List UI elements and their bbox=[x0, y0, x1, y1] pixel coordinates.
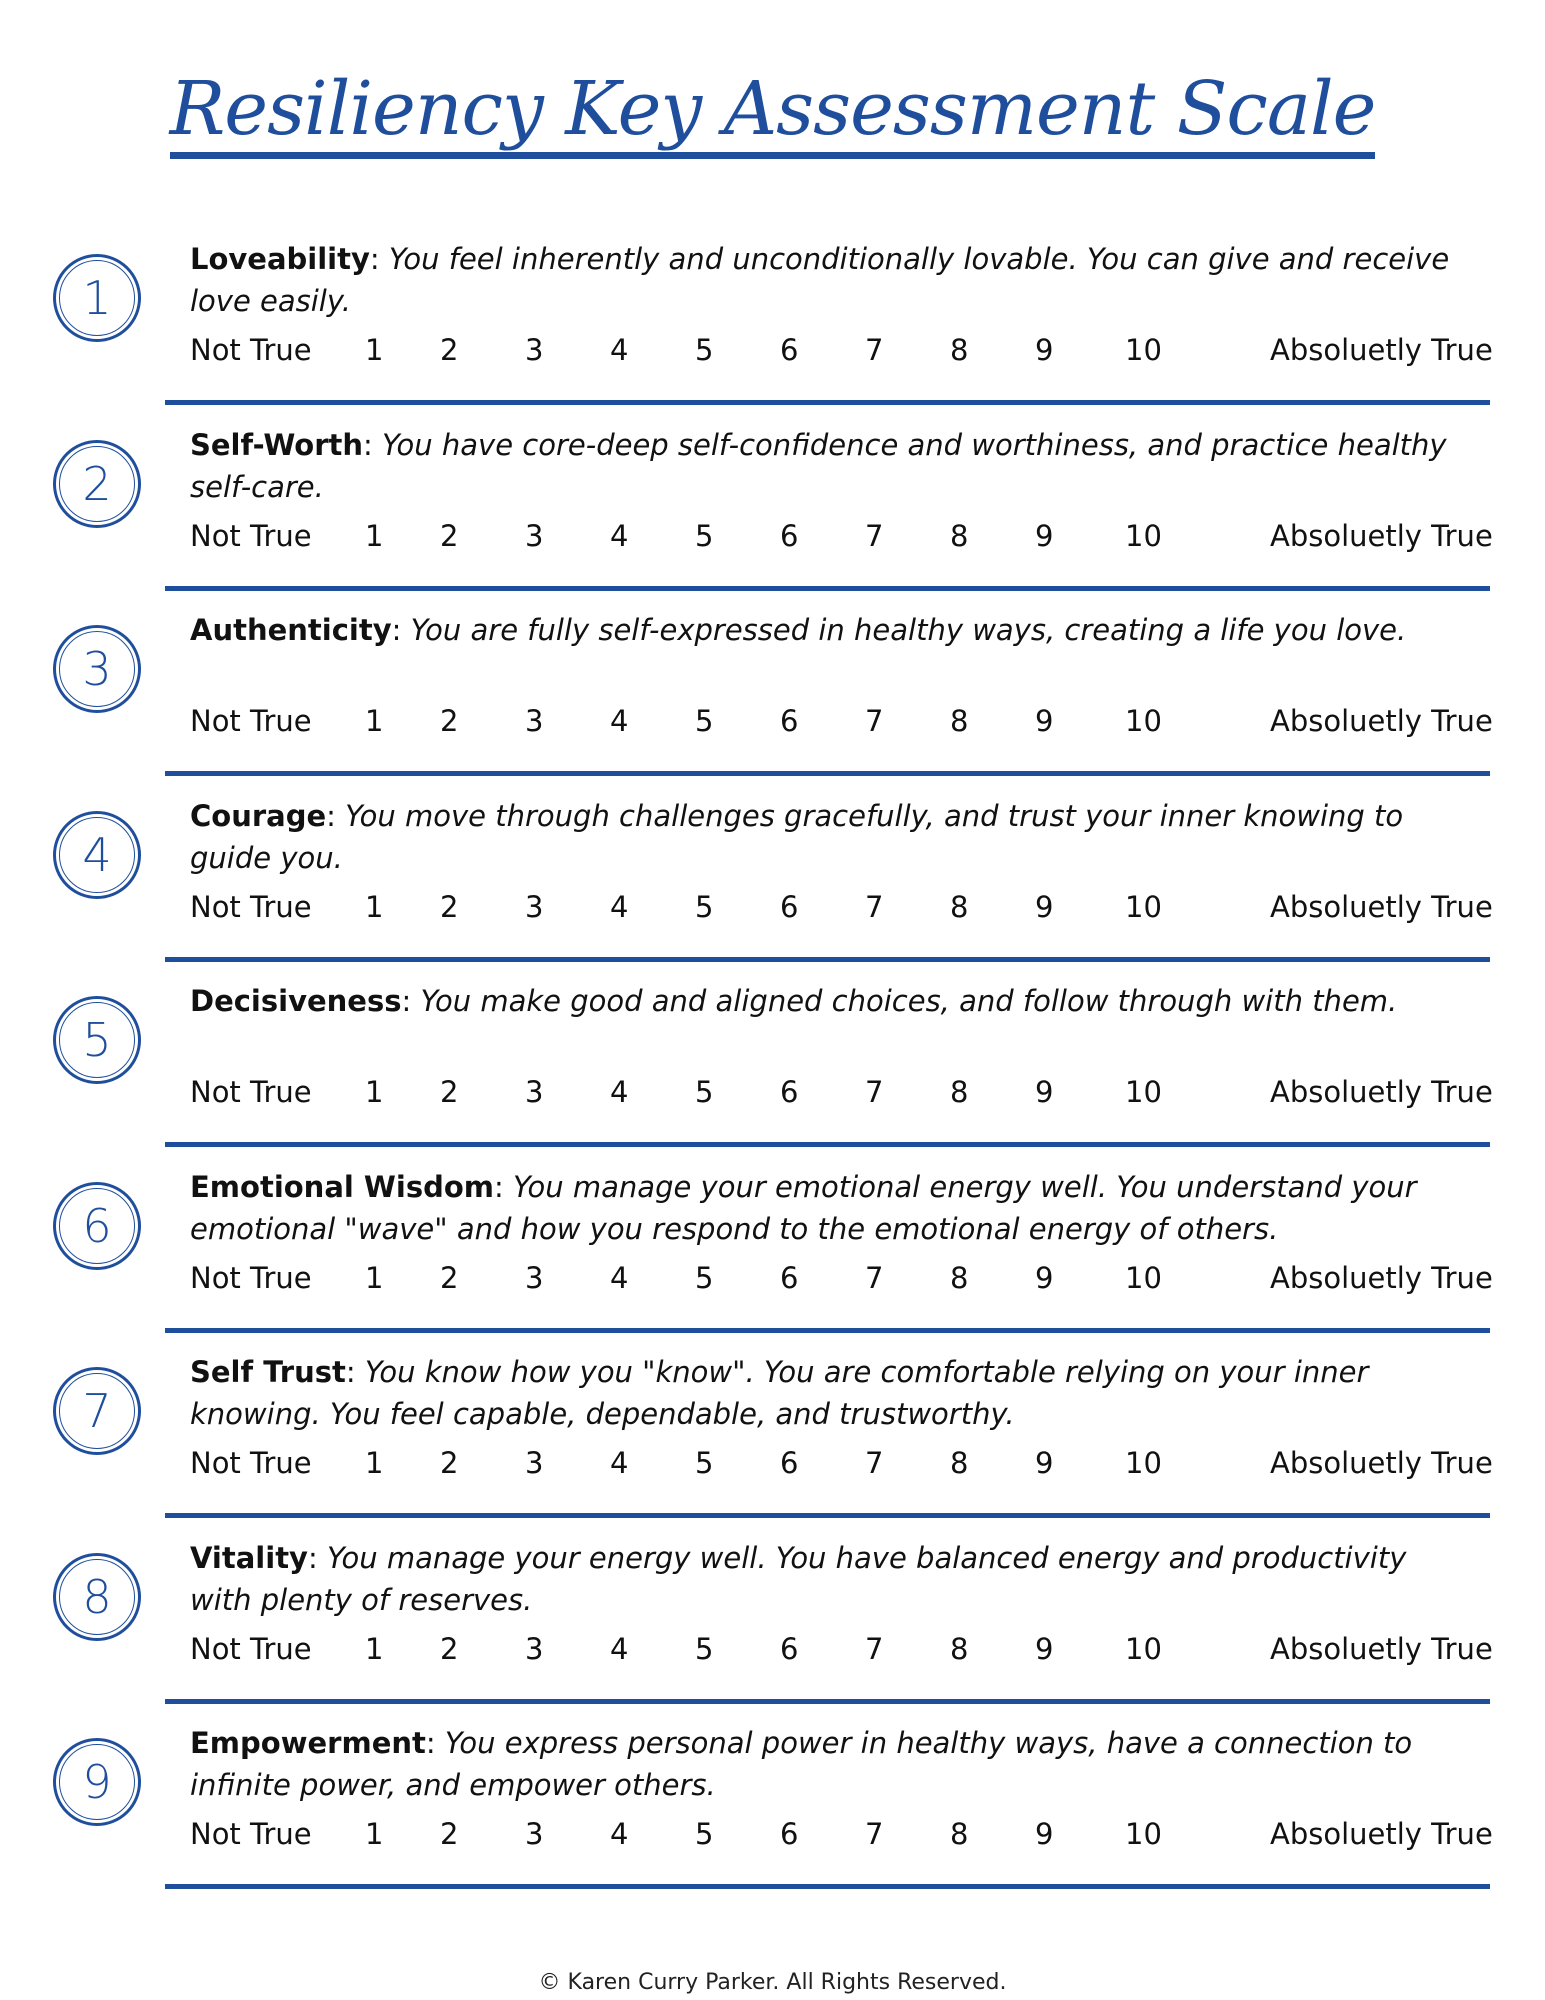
assessment-item bbox=[50, 1341, 1493, 1526]
scale-value-4[interactable]: 4 bbox=[610, 889, 629, 924]
scale-value-7[interactable]: 7 bbox=[865, 1446, 884, 1480]
item-description-block bbox=[190, 609, 1470, 651]
scale-value-2[interactable]: 2 bbox=[440, 889, 459, 924]
item-description-block bbox=[190, 795, 1470, 879]
scale-value-6[interactable]: 6 bbox=[780, 1817, 799, 1851]
item-number-badge bbox=[53, 625, 141, 713]
item-number: 6 bbox=[82, 1198, 112, 1253]
scale-value-7[interactable]: 7 bbox=[865, 1075, 884, 1109]
assessment-item bbox=[50, 1527, 1493, 1712]
scale-value-1[interactable]: 1 bbox=[365, 1446, 384, 1480]
item-number: 7 bbox=[82, 1384, 112, 1438]
item-number-badge bbox=[53, 1738, 141, 1826]
assessment-item bbox=[50, 785, 1493, 970]
item-title-separator: : bbox=[494, 1169, 504, 1204]
item-number-badge bbox=[53, 996, 141, 1084]
scale-value-1[interactable]: 1 bbox=[365, 518, 384, 553]
scale-value-5[interactable]: 5 bbox=[695, 1075, 714, 1109]
scale-value-5[interactable]: 5 bbox=[695, 1446, 714, 1480]
scale-value-10[interactable]: 10 bbox=[1125, 704, 1162, 738]
scale-value-2[interactable]: 2 bbox=[440, 1446, 459, 1480]
item-divider bbox=[165, 957, 1490, 962]
scale-value-8[interactable]: 8 bbox=[950, 518, 969, 553]
item-divider bbox=[165, 400, 1490, 405]
scale-low-label: Not True bbox=[190, 518, 312, 553]
rating-scale bbox=[190, 701, 1493, 741]
item-description-block bbox=[190, 980, 1470, 1022]
scale-value-2[interactable]: 2 bbox=[440, 1260, 459, 1295]
scale-value-5[interactable]: 5 bbox=[695, 333, 714, 367]
item-number-badge bbox=[53, 440, 141, 528]
scale-value-10[interactable]: 10 bbox=[1125, 889, 1162, 924]
scale-value-1[interactable]: 1 bbox=[365, 1075, 384, 1109]
item-number: 4 bbox=[82, 827, 112, 882]
scale-value-9[interactable]: 9 bbox=[1035, 518, 1054, 553]
scale-value-1[interactable]: 1 bbox=[365, 704, 384, 738]
item-divider bbox=[165, 1884, 1490, 1889]
item-description: You manage your energy well. You have balanced energy and productivity with plenty of reserves. bbox=[190, 1540, 1407, 1617]
item-title-separator: : bbox=[401, 984, 412, 1018]
scale-high-label: Absoluetly True bbox=[1270, 889, 1493, 924]
scale-value-10[interactable]: 10 bbox=[1125, 1631, 1162, 1666]
item-title-separator: : bbox=[326, 798, 336, 833]
scale-value-6[interactable]: 6 bbox=[780, 1631, 799, 1666]
scale-value-4[interactable]: 4 bbox=[610, 333, 629, 367]
rating-scale bbox=[190, 330, 1493, 370]
scale-value-9[interactable]: 9 bbox=[1035, 1446, 1054, 1480]
item-title: Authenticity bbox=[190, 613, 392, 647]
item-divider bbox=[165, 771, 1490, 776]
scale-value-8[interactable]: 8 bbox=[950, 889, 969, 924]
item-divider bbox=[165, 1328, 1490, 1333]
scale-value-9[interactable]: 9 bbox=[1035, 333, 1054, 367]
item-number-badge bbox=[53, 811, 141, 899]
scale-value-5[interactable]: 5 bbox=[695, 1631, 714, 1666]
scale-value-5[interactable]: 5 bbox=[695, 704, 714, 738]
item-title: Self Trust bbox=[190, 1355, 346, 1389]
scale-value-7[interactable]: 7 bbox=[865, 1817, 884, 1851]
item-title: Emotional Wisdom bbox=[190, 1169, 495, 1204]
scale-value-6[interactable]: 6 bbox=[780, 889, 799, 924]
item-title-separator: : bbox=[425, 1726, 436, 1760]
scale-value-4[interactable]: 4 bbox=[610, 1817, 629, 1851]
scale-value-9[interactable]: 9 bbox=[1035, 889, 1054, 924]
item-description: You know how you "know". You are comfortable relying on your inner knowing. You feel capable, dependable, and trustworthy. bbox=[190, 1355, 1369, 1431]
assessment-item bbox=[50, 970, 1493, 1155]
scale-high-label: Absoluetly True bbox=[1270, 1446, 1493, 1480]
item-description-block bbox=[190, 1166, 1470, 1250]
scale-value-5[interactable]: 5 bbox=[695, 1817, 714, 1851]
scale-value-1[interactable]: 1 bbox=[365, 1260, 384, 1295]
item-divider bbox=[165, 1513, 1490, 1518]
scale-value-1[interactable]: 1 bbox=[365, 333, 384, 367]
scale-value-7[interactable]: 7 bbox=[865, 704, 884, 738]
item-description-block bbox=[190, 1722, 1470, 1806]
item-title-separator: : bbox=[307, 1540, 318, 1575]
assessment-item bbox=[50, 414, 1493, 599]
item-number-badge bbox=[53, 1182, 141, 1270]
scale-value-7[interactable]: 7 bbox=[865, 1260, 884, 1295]
item-title-separator: : bbox=[391, 613, 402, 647]
scale-high-label: Absoluetly True bbox=[1270, 1631, 1493, 1666]
scale-value-10[interactable]: 10 bbox=[1125, 1817, 1162, 1851]
scale-value-10[interactable]: 10 bbox=[1125, 1446, 1162, 1480]
item-title: Loveability bbox=[190, 242, 370, 276]
scale-low-label: Not True bbox=[190, 889, 312, 924]
item-description: You make good and aligned choices, and follow through with them. bbox=[411, 984, 1398, 1018]
scale-low-label: Not True bbox=[190, 1817, 312, 1851]
rating-scale bbox=[190, 1443, 1493, 1483]
item-title-separator: : bbox=[345, 1355, 356, 1389]
scale-value-5[interactable]: 5 bbox=[695, 518, 714, 553]
scale-high-label: Absoluetly True bbox=[1270, 333, 1493, 367]
scale-value-9[interactable]: 9 bbox=[1035, 1075, 1054, 1109]
item-description: You have core-deep self-confidence and worthiness, and practice healthy self-care. bbox=[190, 427, 1447, 504]
scale-value-3[interactable]: 3 bbox=[525, 1631, 544, 1666]
scale-low-label: Not True bbox=[190, 1446, 312, 1480]
scale-value-7[interactable]: 7 bbox=[865, 1631, 884, 1666]
scale-value-2[interactable]: 2 bbox=[440, 704, 459, 738]
scale-value-7[interactable]: 7 bbox=[865, 333, 884, 367]
scale-value-2[interactable]: 2 bbox=[440, 333, 459, 367]
item-description-block bbox=[190, 1351, 1470, 1435]
title-block bbox=[0, 60, 1545, 180]
rating-scale bbox=[190, 887, 1493, 927]
item-title-separator: : bbox=[363, 427, 373, 462]
item-description: You move through challenges gracefully, and trust your inner knowing to guide you. bbox=[190, 798, 1404, 875]
scale-value-8[interactable]: 8 bbox=[950, 1817, 969, 1851]
assessment-item bbox=[50, 1156, 1493, 1341]
item-divider bbox=[165, 586, 1490, 591]
item-description: You are fully self-expressed in healthy ways, creating a life you love. bbox=[401, 613, 1407, 647]
scale-value-8[interactable]: 8 bbox=[950, 1446, 969, 1480]
scale-value-5[interactable]: 5 bbox=[695, 889, 714, 924]
scale-value-3[interactable]: 3 bbox=[525, 1075, 544, 1109]
item-number-badge bbox=[53, 1553, 141, 1641]
item-title: Vitality bbox=[190, 1540, 308, 1575]
rating-scale bbox=[190, 516, 1493, 556]
scale-low-label: Not True bbox=[190, 704, 312, 738]
scale-value-1[interactable]: 1 bbox=[365, 1631, 384, 1666]
scale-value-9[interactable]: 9 bbox=[1035, 1631, 1054, 1666]
scale-high-label: Absoluetly True bbox=[1270, 518, 1493, 553]
scale-value-8[interactable]: 8 bbox=[950, 1260, 969, 1295]
scale-value-10[interactable]: 10 bbox=[1125, 1260, 1162, 1295]
scale-value-7[interactable]: 7 bbox=[865, 518, 884, 553]
scale-value-9[interactable]: 9 bbox=[1035, 1817, 1054, 1851]
scale-value-9[interactable]: 9 bbox=[1035, 704, 1054, 738]
item-description-block bbox=[190, 424, 1470, 508]
item-description: You express personal power in healthy ways, have a connection to infinite power, and empower others. bbox=[190, 1726, 1413, 1802]
scale-value-4[interactable]: 4 bbox=[610, 1075, 629, 1109]
item-description-block bbox=[190, 1537, 1470, 1621]
assessment-item bbox=[50, 599, 1493, 784]
scale-value-2[interactable]: 2 bbox=[440, 1817, 459, 1851]
scale-value-2[interactable]: 2 bbox=[440, 1631, 459, 1666]
scale-value-8[interactable]: 8 bbox=[950, 704, 969, 738]
rating-scale bbox=[190, 1258, 1493, 1298]
scale-value-1[interactable]: 1 bbox=[365, 1817, 384, 1851]
scale-value-2[interactable]: 2 bbox=[440, 518, 459, 553]
scale-value-6[interactable]: 6 bbox=[780, 1260, 799, 1295]
item-title-separator: : bbox=[369, 242, 380, 276]
scale-value-5[interactable]: 5 bbox=[695, 1260, 714, 1295]
page-title: Resiliency Key Assessment Scale bbox=[170, 72, 1376, 159]
scale-high-label: Absoluetly True bbox=[1270, 1260, 1493, 1295]
scale-low-label: Not True bbox=[190, 1075, 312, 1109]
scale-value-3[interactable]: 3 bbox=[525, 518, 544, 553]
item-number: 8 bbox=[82, 1569, 112, 1624]
item-title: Courage bbox=[190, 798, 327, 833]
scale-value-4[interactable]: 4 bbox=[610, 1260, 629, 1295]
scale-low-label: Not True bbox=[190, 1631, 312, 1666]
item-description: You feel inherently and unconditionally lovable. You can give and receive love easily. bbox=[190, 242, 1450, 318]
item-title: Decisiveness bbox=[190, 984, 402, 1018]
copyright-footer: © Karen Curry Parker. All Rights Reserved. bbox=[538, 1970, 1007, 1995]
item-title: Self-Worth bbox=[190, 427, 364, 462]
scale-value-4[interactable]: 4 bbox=[610, 1446, 629, 1480]
item-divider bbox=[165, 1699, 1490, 1704]
scale-value-8[interactable]: 8 bbox=[950, 333, 969, 367]
scale-value-3[interactable]: 3 bbox=[525, 333, 544, 367]
scale-high-label: Absoluetly True bbox=[1270, 1817, 1493, 1851]
scale-value-6[interactable]: 6 bbox=[780, 704, 799, 738]
item-number: 9 bbox=[82, 1755, 112, 1809]
item-number: 1 bbox=[82, 271, 112, 325]
scale-value-10[interactable]: 10 bbox=[1125, 518, 1162, 553]
scale-value-3[interactable]: 3 bbox=[525, 704, 544, 738]
scale-value-10[interactable]: 10 bbox=[1125, 333, 1162, 367]
scale-value-1[interactable]: 1 bbox=[365, 889, 384, 924]
scale-value-4[interactable]: 4 bbox=[610, 518, 629, 553]
scale-value-3[interactable]: 3 bbox=[525, 1446, 544, 1480]
scale-value-10[interactable]: 10 bbox=[1125, 1075, 1162, 1109]
scale-value-6[interactable]: 6 bbox=[780, 1446, 799, 1480]
scale-low-label: Not True bbox=[190, 1260, 312, 1295]
scale-value-6[interactable]: 6 bbox=[780, 333, 799, 367]
item-number: 3 bbox=[82, 642, 112, 696]
scale-value-4[interactable]: 4 bbox=[610, 704, 629, 738]
scale-high-label: Absoluetly True bbox=[1270, 1075, 1493, 1109]
item-description-block bbox=[190, 238, 1470, 322]
rating-scale bbox=[190, 1629, 1493, 1669]
scale-value-6[interactable]: 6 bbox=[780, 518, 799, 553]
rating-scale bbox=[190, 1814, 1493, 1854]
scale-value-8[interactable]: 8 bbox=[950, 1631, 969, 1666]
scale-value-2[interactable]: 2 bbox=[440, 1075, 459, 1109]
item-number-badge bbox=[53, 254, 141, 342]
scale-value-3[interactable]: 3 bbox=[525, 1260, 544, 1295]
scale-value-3[interactable]: 3 bbox=[525, 889, 544, 924]
scale-low-label: Not True bbox=[190, 333, 312, 367]
item-number: 5 bbox=[82, 1013, 112, 1067]
rating-scale bbox=[190, 1072, 1493, 1112]
scale-value-4[interactable]: 4 bbox=[610, 1631, 629, 1666]
scale-value-7[interactable]: 7 bbox=[865, 889, 884, 924]
item-divider bbox=[165, 1142, 1490, 1147]
scale-value-3[interactable]: 3 bbox=[525, 1817, 544, 1851]
assessment-item bbox=[50, 1712, 1493, 1897]
scale-value-8[interactable]: 8 bbox=[950, 1075, 969, 1109]
assessment-item bbox=[50, 228, 1493, 413]
scale-high-label: Absoluetly True bbox=[1270, 704, 1493, 738]
item-description: You manage your emotional energy well. You understand your emotional "wave" and how you respond to the emotional energy of others. bbox=[190, 1169, 1417, 1246]
scale-value-6[interactable]: 6 bbox=[780, 1075, 799, 1109]
scale-value-9[interactable]: 9 bbox=[1035, 1260, 1054, 1295]
item-number-badge bbox=[53, 1367, 141, 1455]
item-title: Empowerment bbox=[190, 1726, 426, 1760]
item-number: 2 bbox=[82, 456, 112, 511]
